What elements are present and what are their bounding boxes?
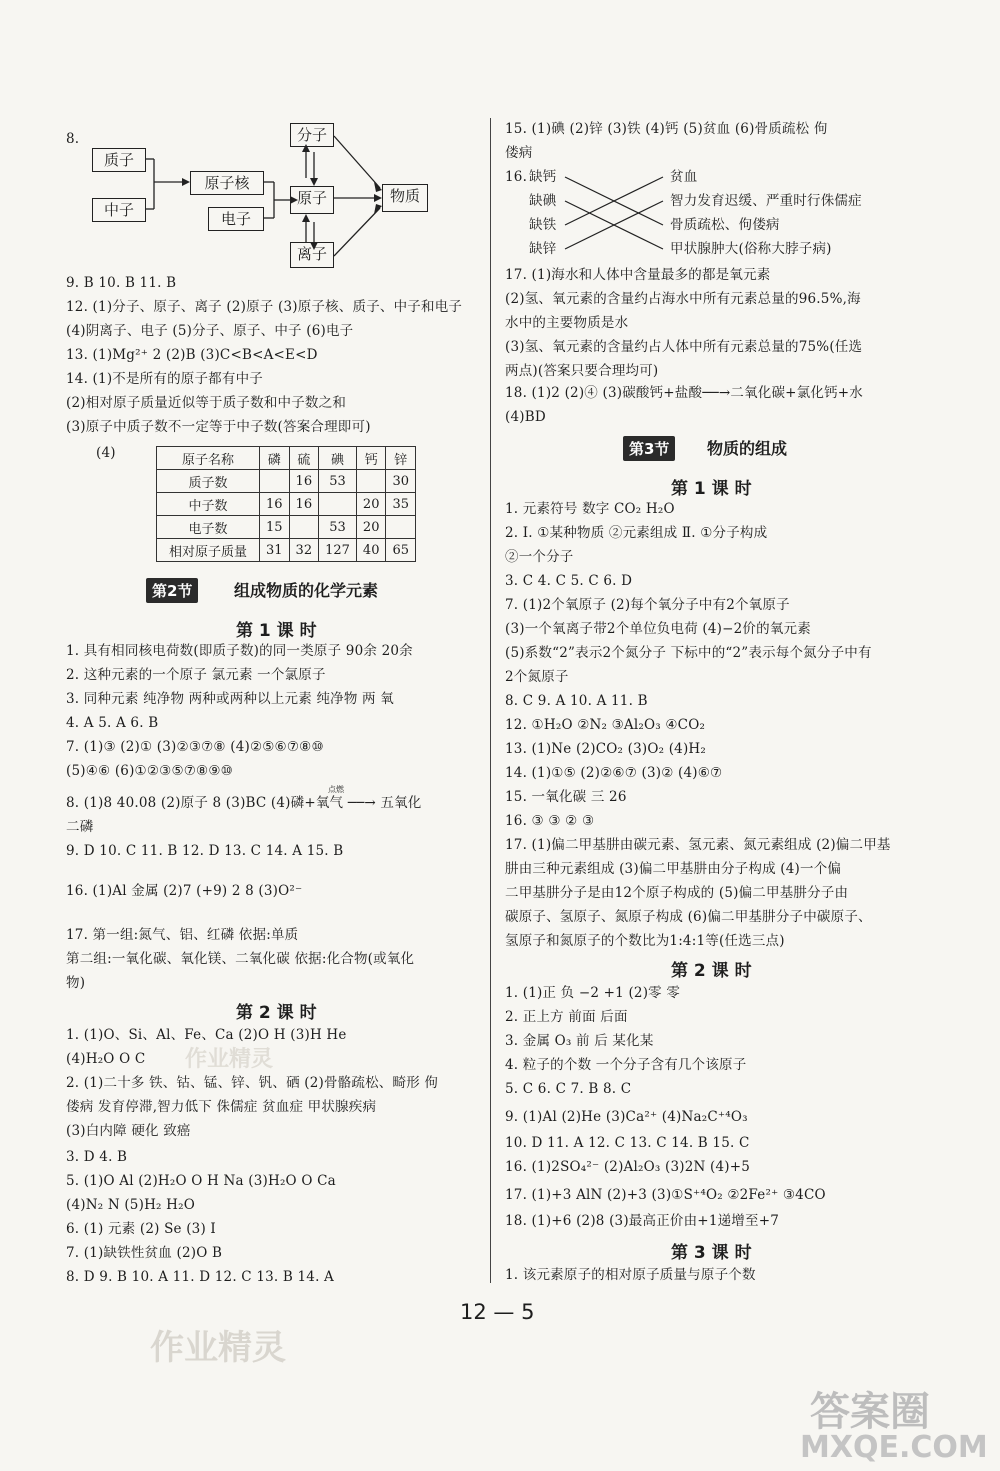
- table-cell: 53: [319, 516, 357, 539]
- answer-line: 9. (1)Al (2)He (3)Ca²⁺ (4)Na₂C⁺⁴O₃: [505, 1109, 748, 1125]
- answer-line: 二甲基肼分子是由12个原子构成的 (5)偏二甲基肼分子由: [505, 885, 849, 901]
- answer-line: 2. (1)二十多 铁、钴、锰、锌、钒、硒 (2)骨骼疏松、畸形 佝: [66, 1075, 439, 1091]
- watermark-logo: 答案圈: [810, 1389, 930, 1435]
- table-cell: 碘: [319, 447, 357, 470]
- table-cell: 20: [356, 516, 386, 539]
- answer-line: 3. D 4. B: [66, 1149, 128, 1165]
- answer-line: (4)阴离子、电子 (5)分子、原子、中子 (6)电子: [66, 323, 354, 339]
- answer-line: 15. (1)碘 (2)锌 (3)铁 (4)钙 (5)贫血 (6)骨质疏松 佝: [505, 121, 828, 137]
- answer-line: (4)BD: [505, 409, 546, 425]
- symptom-label: 甲状腺肿大(俗称大脖子病): [670, 241, 832, 257]
- answer-line: 18. (1)+6 (2)8 (3)最高正价由+1递增至+7: [505, 1213, 780, 1229]
- table-row: [157, 516, 416, 539]
- table-row: [157, 470, 416, 493]
- answer-line: 16. (1)Al 金属 (2)7 (+9) 2 8 (3)O²⁻: [66, 883, 303, 899]
- lesson-title: 第 2 课 时: [236, 1003, 317, 1023]
- answer-line: 7. (1)2个氧原子 (2)每个氧分子中有2个氧原子: [505, 597, 790, 613]
- answer-line: 12. ①H₂O ②N₂ ③Al₂O₃ ④CO₂: [505, 717, 706, 733]
- table-cell: [356, 470, 386, 493]
- answer-line: 17. (1)海水和人体中含量最多的都是氧元素: [505, 267, 771, 283]
- answer-line: 7. (1)③ (2)① (3)②③⑦⑧ (4)②⑤⑥⑦⑧⑩: [66, 739, 324, 755]
- table-cell: 锌: [386, 447, 416, 470]
- table-cell: 65: [386, 539, 416, 562]
- table-cell: [319, 493, 357, 516]
- answer-line: 2. Ⅰ. ①某种物质 ②元素组成 Ⅱ. ①分子构成: [505, 525, 768, 541]
- answer-line: 碳原子、氢原子、氮原子构成 (6)偏二甲基肼分子中碳原子、: [505, 909, 872, 925]
- matter-box: 物质: [382, 184, 428, 212]
- answer-line: 14. (1)不是所有的原子都有中子: [66, 371, 263, 387]
- answer-line: 水中的主要物质是水: [505, 315, 629, 331]
- table-cell: 16: [289, 493, 319, 516]
- ion-box: 离子: [290, 242, 334, 268]
- answer-line: 2. 正上方 前面 后面: [505, 1009, 628, 1025]
- table-cell: 原子名称: [157, 447, 260, 470]
- table-cell: 质子数: [157, 470, 260, 493]
- answer-line: 3. 金属 O₃ 前 后 某化某: [505, 1033, 654, 1049]
- watermark: 作业精灵: [185, 1047, 274, 1072]
- table-cell: 20: [356, 493, 386, 516]
- atom-table: [156, 446, 416, 562]
- table-cell: [386, 516, 416, 539]
- answer-line: (4)H₂O O C: [66, 1051, 146, 1067]
- answer-line: 12. (1)分子、原子、离子 (2)原子 (3)原子核、质子、中子和电子: [66, 299, 463, 315]
- question-number: 16.: [505, 169, 528, 185]
- table-cell: 127: [319, 539, 357, 562]
- question-number: 8.: [66, 131, 80, 147]
- answer-line: 1. (1)O、Si、Al、Fe、Ca (2)O H (3)H He: [66, 1027, 347, 1043]
- nucleus-box: 原子核: [190, 171, 264, 195]
- table-cell: [260, 470, 290, 493]
- answer-line: 9. D 10. C 11. B 12. D 13. C 14. A 15. B: [66, 843, 344, 859]
- answer-line: 氢原子和氮原子的个数比为1:4:1等(任选三点): [505, 933, 785, 949]
- answer-line: (3)白内障 硬化 致癌: [66, 1123, 191, 1139]
- table-cell: 电子数: [157, 516, 260, 539]
- lesson-title: 第 1 课 时: [671, 479, 752, 499]
- answer-line: 偻病: [505, 145, 533, 161]
- table-cell: 32: [289, 539, 319, 562]
- answer-line: 13. (1)Mg²⁺ 2 (2)B (3)C<B<A<E<D: [66, 347, 318, 363]
- reaction-condition: 点燃: [328, 785, 344, 794]
- table-cell: 53: [319, 470, 357, 493]
- answer-line: 肼由三种元素组成 (3)偏二甲基肼由分子构成 (4)一个偏: [505, 861, 842, 877]
- answer-line: 2个氮原子: [505, 669, 569, 685]
- answer-line: 物): [66, 975, 86, 991]
- answer-line: (2)相对原子质量近似等于质子数和中子数之和: [66, 395, 347, 411]
- table-cell: 16: [289, 470, 319, 493]
- page-number: 12 — 5: [460, 1300, 535, 1324]
- answer-line: 10. D 11. A 12. C 13. C 14. B 15. C: [505, 1135, 750, 1151]
- answer-line: 3. 同种元素 纯净物 两种或两种以上元素 纯净物 两 氧: [66, 691, 394, 707]
- answer-line: (5)④⑥ (6)①②③⑤⑦⑧⑨⑩: [66, 763, 233, 779]
- lesson-title: 第 3 课 时: [671, 1243, 752, 1263]
- symptom-label: 智力发育迟缓、严重时行侏儒症: [670, 193, 862, 209]
- deficiency-label: 缺锌: [529, 241, 557, 257]
- answer-line: 4. 粒子的个数 一个分子含有几个该原子: [505, 1057, 747, 1073]
- answer-line: 14. (1)①⑤ (2)②⑥⑦ (3)② (4)⑥⑦: [505, 765, 723, 781]
- table-cell: 硫: [289, 447, 319, 470]
- table-cell: 中子数: [157, 493, 260, 516]
- section-title: 组成物质的化学元素: [234, 581, 379, 600]
- answer-line: 4. A 5. A 6. B: [66, 715, 159, 731]
- answer-line: 16. ③ ③ ② ③: [505, 813, 595, 829]
- answer-line: 1. 具有相同核电荷数(即质子数)的同一类原子 90余 20余: [66, 643, 413, 659]
- answer-line: 16. (1)2SO₄²⁻ (2)Al₂O₃ (3)2N (4)+5: [505, 1159, 751, 1175]
- neutron-box: 中子: [92, 198, 146, 222]
- answer-line: 8. (1)8 40.08 (2)原子 8 (3)BC (4)磷+氧气 ──→ 五氧化: [66, 795, 422, 811]
- answer-line: 两点)(答案只要合理均可): [505, 363, 659, 379]
- answer-line: 13. (1)Ne (2)CO₂ (3)O₂ (4)H₂: [505, 741, 707, 757]
- answer-line: (4)N₂ N (5)H₂ H₂O: [66, 1197, 195, 1213]
- table-label: (4): [96, 445, 116, 461]
- table-cell: 30: [386, 470, 416, 493]
- deficiency-label: 缺钙: [529, 169, 557, 185]
- answer-line: 17. (1)偏二甲基肼由碳元素、氢元素、氮元素组成 (2)偏二甲基: [505, 837, 891, 853]
- answer-line: 偻病 发育停滞,智力低下 侏儒症 贫血症 甲状腺疾病: [66, 1099, 377, 1115]
- answer-line: 18. (1)2 (2)④ (3)碳酸钙+盐酸──→二氧化碳+氯化钙+水: [505, 385, 864, 401]
- table-cell: 40: [356, 539, 386, 562]
- electron-box: 电子: [208, 207, 264, 231]
- table-cell: 相对原子质量: [157, 539, 260, 562]
- structure-diagram: [66, 118, 462, 268]
- answer-line: 6. (1) 元素 (2) Se (3) I: [66, 1221, 216, 1237]
- answer-line: 1. 元素符号 数字 CO₂ H₂O: [505, 501, 675, 517]
- watermark: 作业精灵: [150, 1328, 286, 1368]
- answer-line: ②一个分子: [505, 549, 574, 565]
- column-divider: [490, 118, 491, 1283]
- answer-line: 第二组:一氧化碳、氧化镁、二氧化碳 依据:化合物(或氧化: [66, 951, 415, 967]
- table-row: [157, 493, 416, 516]
- answer-line: (3)原子中质子数不一定等于中子数(答案合理即可): [66, 419, 371, 435]
- table-cell: 31: [260, 539, 290, 562]
- deficiency-label: 缺铁: [529, 217, 557, 233]
- answer-line: 8. C 9. A 10. A 11. B: [505, 693, 648, 709]
- section-badge: 第2节: [146, 578, 198, 603]
- watermark-url: MXQE.COM: [800, 1430, 988, 1465]
- answer-line: 1. (1)正 负 −2 +1 (2)零 零: [505, 985, 681, 1001]
- section-title: 物质的组成: [707, 439, 788, 458]
- atom-box: 原子: [290, 186, 334, 214]
- matching-diagram: [505, 168, 925, 264]
- answer-line: 8. D 9. B 10. A 11. D 12. C 13. B 14. A: [66, 1269, 335, 1285]
- answer-line: (5)系数“2”表示2个氮分子 下标中的“2”表示每个氮分子中有: [505, 645, 872, 661]
- answer-line: 5. (1)O Al (2)H₂O O H Na (3)H₂O O Ca: [66, 1173, 336, 1189]
- deficiency-label: 缺碘: [529, 193, 557, 209]
- answer-line: 7. (1)缺铁性贫血 (2)O B: [66, 1245, 223, 1261]
- answer-line: 9. B 10. B 11. B: [66, 275, 177, 291]
- table-cell: [289, 516, 319, 539]
- proton-box: 质子: [92, 148, 146, 172]
- answer-line: 2. 这种元素的一个原子 氯元素 一个氯原子: [66, 667, 326, 683]
- table-cell: 钙: [356, 447, 386, 470]
- molecule-box: 分子: [290, 123, 334, 147]
- answer-line: 17. 第一组:氮气、铝、红磷 依据:单质: [66, 927, 299, 943]
- table-cell: 35: [386, 493, 416, 516]
- table-header-row: [157, 447, 416, 470]
- answer-line: (3)一个氧离子带2个单位负电荷 (4)−2价的氧元素: [505, 621, 811, 637]
- table-cell: 16: [260, 493, 290, 516]
- lesson-title: 第 2 课 时: [671, 961, 752, 981]
- answer-line: (2)氢、氧元素的含量约占海水中所有元素总量的96.5%,海: [505, 291, 861, 307]
- answer-line: 1. 该元素原子的相对原子质量与原子个数: [505, 1267, 756, 1283]
- answer-line: (3)氢、氧元素的含量约占人体中所有元素总量的75%(任选: [505, 339, 863, 355]
- answer-line: 15. 一氧化碳 三 26: [505, 789, 627, 805]
- symptom-label: 贫血: [670, 169, 698, 185]
- table-cell: 磷: [260, 447, 290, 470]
- table-cell: 15: [260, 516, 290, 539]
- answer-line: 17. (1)+3 AlN (2)+3 (3)①S⁺⁴O₂ ②2Fe²⁺ ③4CO: [505, 1187, 826, 1203]
- lesson-title: 第 1 课 时: [236, 621, 317, 641]
- answer-line: 3. C 4. C 5. C 6. D: [505, 573, 633, 589]
- answer-line: 二磷: [66, 819, 94, 835]
- table-row: [157, 539, 416, 562]
- answer-line: 5. C 6. C 7. B 8. C: [505, 1081, 632, 1097]
- symptom-label: 骨质疏松、佝偻病: [670, 217, 780, 233]
- section-badge: 第3节: [623, 436, 675, 461]
